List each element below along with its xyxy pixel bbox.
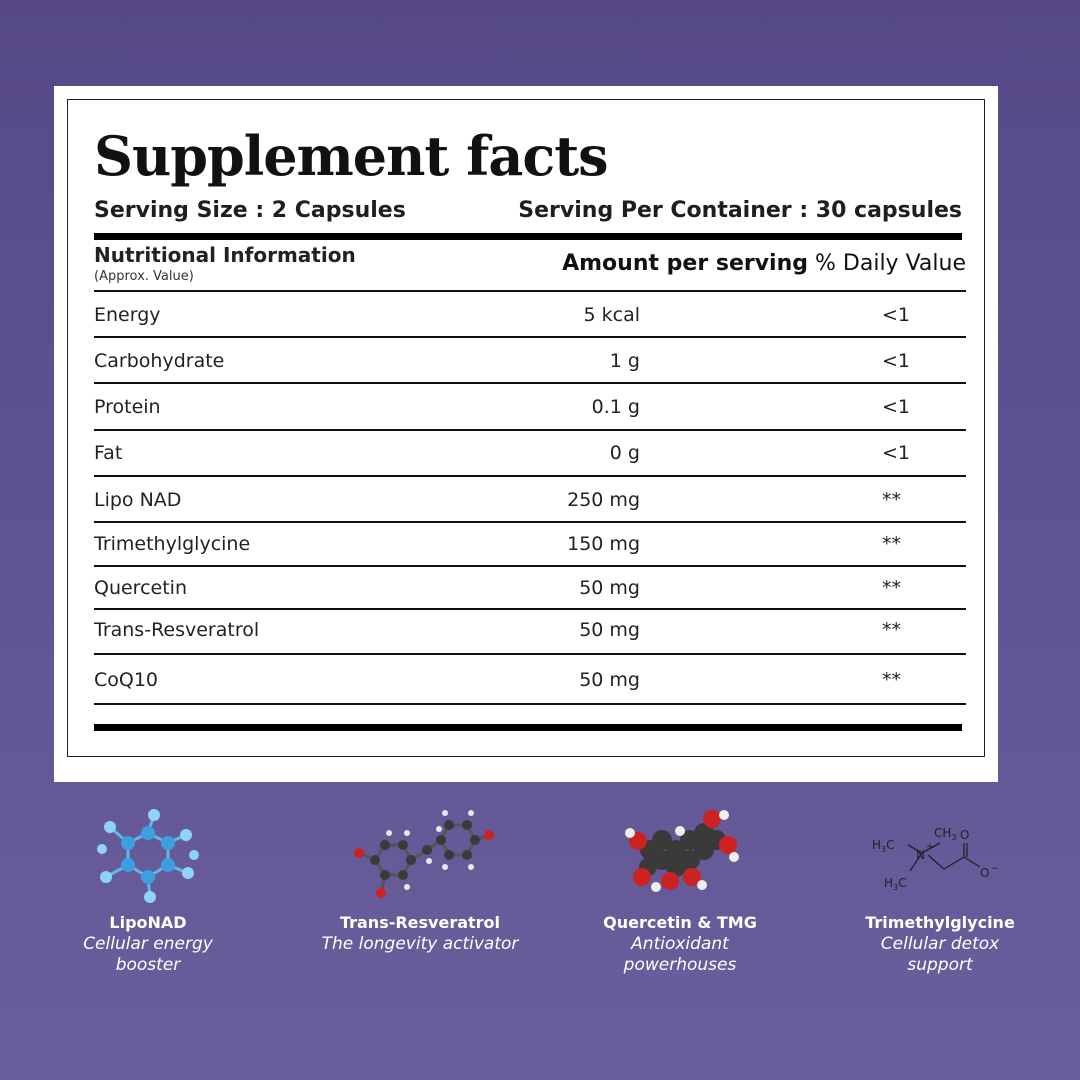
- nutrient-amount: 0 g: [609, 442, 640, 464]
- nutrient-amount: 50 mg: [579, 669, 640, 691]
- nutrient-daily-value: <1: [882, 304, 911, 326]
- nutrient-daily-value: <1: [882, 350, 911, 372]
- row-divider: [94, 565, 966, 567]
- nutrient-name: Lipo NAD: [94, 489, 182, 511]
- nutrient-amount: 1 g: [609, 350, 640, 372]
- nutrient-amount: 5 kcal: [583, 304, 640, 326]
- benefit-description: Cellular energy booster: [83, 934, 213, 975]
- structure-ch3: $CH_3$: [934, 826, 957, 842]
- nutrient-daily-value: **: [882, 489, 901, 511]
- benefit-description: Antioxidant powerhouses: [623, 934, 737, 975]
- row-divider: [94, 336, 966, 338]
- benefit-trans-resveratrol: [300, 805, 540, 955]
- row-divider: [94, 653, 966, 655]
- serving-per-container: Serving Per Container : 30 capsules: [518, 198, 962, 223]
- supplement-facts-panel: [67, 99, 985, 757]
- row-divider: [94, 290, 966, 292]
- structure-h3c-top: $H_3C$: [872, 838, 895, 854]
- benefit-description: The longevity activator: [321, 934, 519, 954]
- nutrient-amount: 50 mg: [579, 619, 640, 641]
- nutrient-name: Quercetin: [94, 577, 187, 599]
- nutrient-daily-value: **: [882, 619, 901, 641]
- nutrient-amount: 50 mg: [579, 577, 640, 599]
- structure-oxygen-bottom: O: [980, 866, 990, 880]
- amount-daily-header: [562, 251, 966, 276]
- row-divider: [94, 521, 966, 523]
- structure-oxygen-top: O: [960, 828, 970, 842]
- amount-per-serving-label: Amount per serving: [562, 251, 809, 276]
- nutrient-amount: 250 mg: [567, 489, 640, 511]
- nutrient-amount: 150 mg: [567, 533, 640, 555]
- daily-value-label: % Daily Value: [815, 251, 966, 276]
- structure-plus: +: [926, 842, 934, 852]
- row-divider: [94, 429, 966, 431]
- benefit-name: Quercetin & TMG: [603, 913, 757, 932]
- benefit-name: Trans-Resveratrol: [339, 913, 501, 932]
- benefit-name: LipoNAD: [109, 913, 187, 932]
- nutrient-daily-value: **: [882, 669, 901, 691]
- structure-nitrogen: N: [916, 848, 925, 862]
- nutrient-name: Protein: [94, 396, 161, 418]
- nutrient-name: Carbohydrate: [94, 350, 225, 372]
- serving-size: Serving Size : 2 Capsules: [94, 198, 406, 223]
- quercetin-molecule-icon: [620, 805, 740, 905]
- nutrient-name: CoQ10: [94, 669, 159, 691]
- tmg-structure-icon: [870, 805, 1010, 905]
- row-divider: [94, 703, 966, 705]
- row-divider: [94, 608, 966, 610]
- nutrient-daily-value: **: [882, 577, 901, 599]
- nutrient-daily-value: <1: [882, 396, 911, 418]
- structure-minus: −: [991, 864, 999, 874]
- nutrient-name: Trans-Resveratrol: [94, 619, 260, 641]
- benefit-name: Trimethylglycine: [865, 913, 1015, 932]
- resveratrol-molecule-icon: [345, 805, 495, 905]
- supplement-facts-card: [54, 86, 998, 782]
- nutrient-name: Trimethylglycine: [94, 533, 251, 555]
- nutrient-amount: 0.1 g: [591, 396, 640, 418]
- row-divider: [94, 475, 966, 477]
- row-divider: [94, 382, 966, 384]
- page-title: Supplement facts: [94, 124, 608, 188]
- nutrient-daily-value: <1: [882, 442, 911, 464]
- top-thick-rule: [94, 233, 962, 240]
- approx-value-note: (Approx. Value): [94, 269, 194, 284]
- benefit-quercetin-tmg: [560, 805, 800, 976]
- benefit-liponad: [28, 805, 268, 976]
- structure-h3c-bottom: $H_3C$: [884, 876, 907, 892]
- bottom-thick-rule: [94, 724, 962, 731]
- liponad-molecule-icon: [88, 805, 208, 905]
- nutrient-name: Energy: [94, 304, 161, 326]
- benefit-description: Cellular detox support: [880, 934, 1000, 975]
- nutrient-daily-value: **: [882, 533, 901, 555]
- nutritional-info-header: Nutritional Information: [94, 243, 356, 267]
- benefit-trimethylglycine: [820, 805, 1060, 976]
- nutrient-name: Fat: [94, 442, 123, 464]
